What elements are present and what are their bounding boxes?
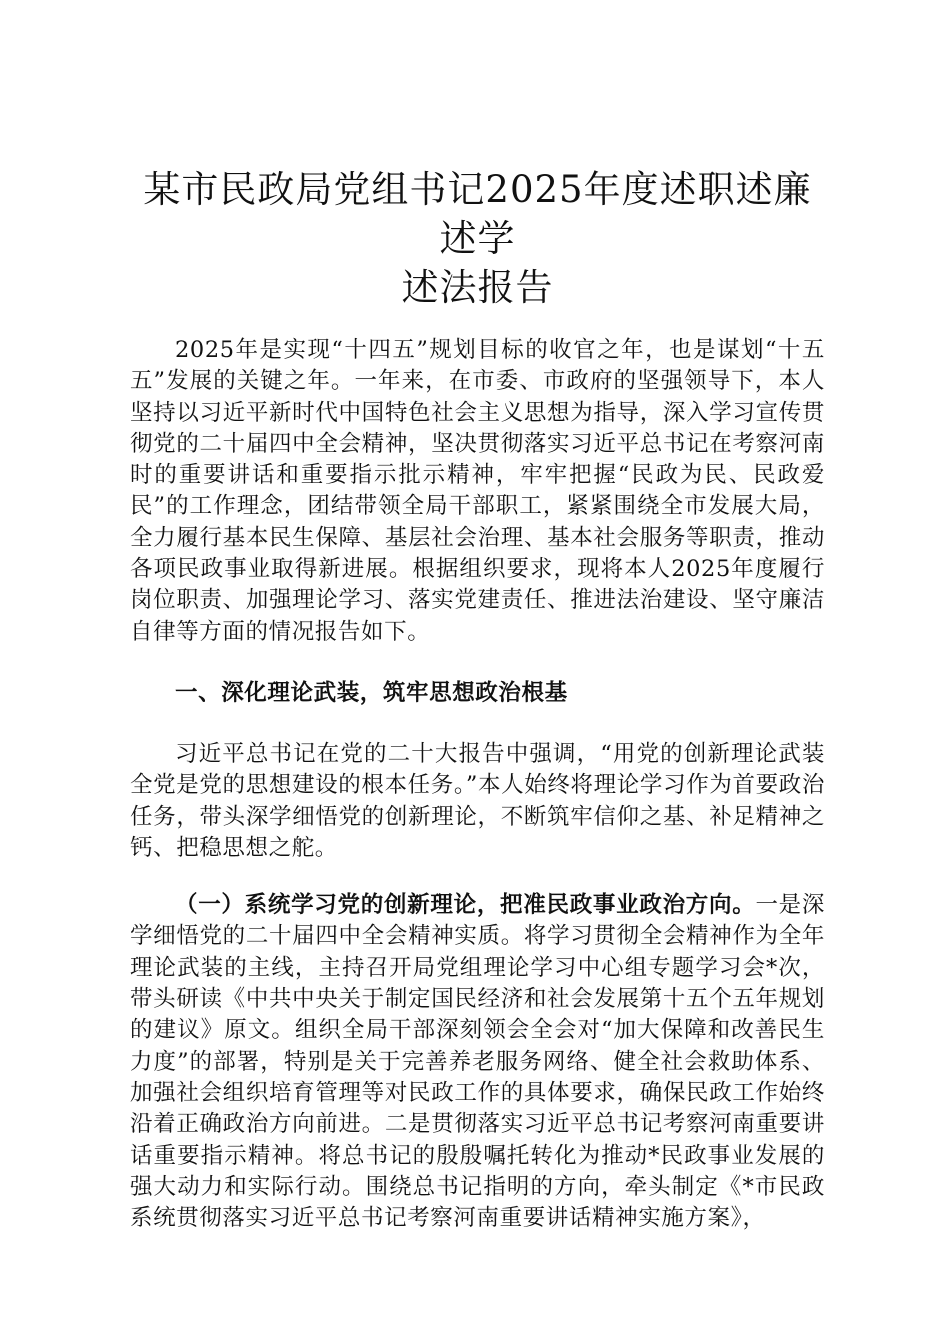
subsection-1-paragraph	[130, 890, 825, 1234]
title-line-1: 某市民政局党组书记2025年度述职述廉述学	[143, 168, 812, 260]
document-page	[130, 165, 825, 1234]
document-title	[130, 165, 825, 312]
subsection-1-body: 一是深学细悟党的二十届四中全会精神实质。将学习贯彻全会精神作为全年理论武装的主线，主持召开局党组理论学习中心组专题学习会*次，带头研读《中共中央关于制定国民经济和社会发展第十五个五年规划的建议》原文。组织全局干部深刻领会全会对“加大保障和改善民生力度”的部署，特别是关于完善养老服务网络、健全社会救助体系、加强社会组织培育管理等对民政工作的具体要求，确保民政工作始终沿着正确政治方向前进。二是贯彻落实习近平总书记考察河南重要讲话重要指示精神。将总书记的殷殷嘱托转化为推动*民政事业发展的强大动力和实际行动。围绕总书记指明的方向，牵头制定《*市民政系统贯彻落实习近平总书记考察河南重要讲话精神实施方案》，	[130, 892, 825, 1232]
subsection-1-heading: （一）系统学习党的创新理论，把准民政事业政治方向。	[175, 892, 756, 919]
section-1-heading: 一、深化理论武装，筑牢思想政治根基	[175, 679, 568, 706]
section-1-paragraph: 习近平总书记在党的二十大报告中强调，“用党的创新理论武装全党是党的思想建设的根本任务。”本人始终将理论学习作为首要政治任务，带头深学细悟党的创新理论，不断筑牢信仰之基、补足精神之钙、把稳思想之舵。	[130, 740, 825, 861]
intro-paragraph: 2025年是实现“十四五”规划目标的收官之年，也是谋划“十五五”发展的关键之年。一年来，在市委、市政府的坚强领导下，本人坚持以习近平新时代中国特色社会主义思想为指导，深入学习宣传贯彻党的二十届四中全会精神，坚决贯彻落实习近平总书记在考察河南时的重要讲话和重要指示批示精神，牢牢把握“民政为民、民政爱民”的工作理念，团结带领全局干部职工，紧紧围绕全市发展大局，全力履行基本民生保障、基层社会治理、基本社会服务等职责，推动各项民政事业取得新进展。根据组织要求，现将本人2025年度履行岗位职责、加强理论学习、落实党建责任、推进法治建设、坚守廉洁自律等方面的情况报告如下。	[130, 337, 825, 645]
title-line-2: 述法报告	[401, 266, 554, 309]
